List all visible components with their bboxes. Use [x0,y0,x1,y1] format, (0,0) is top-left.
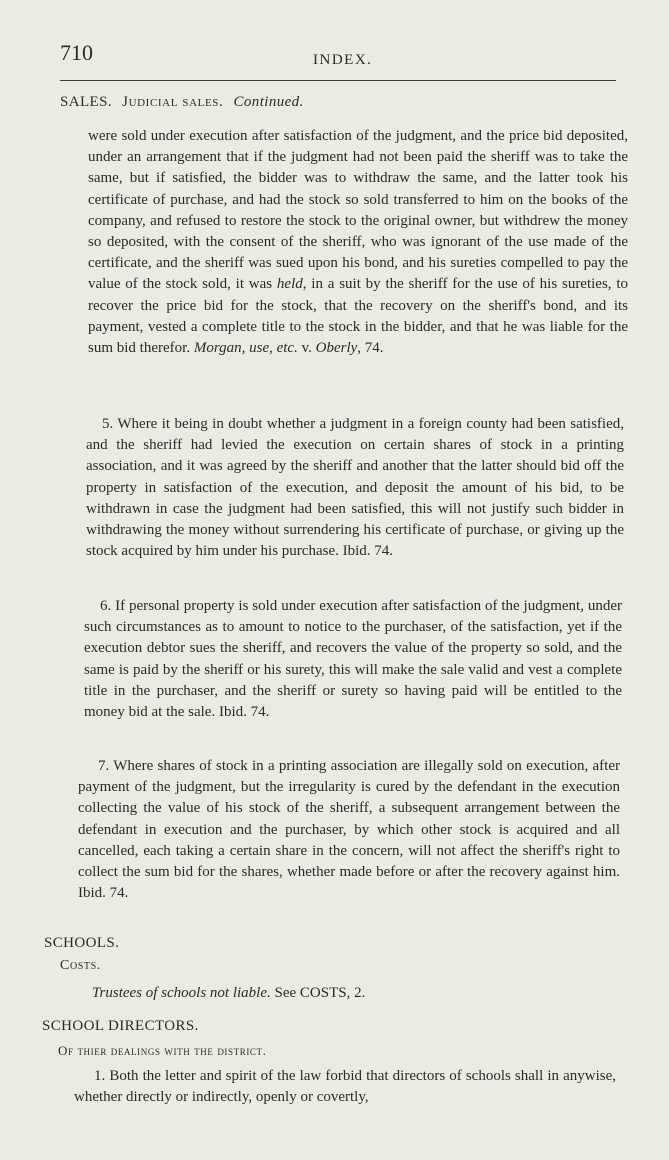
sales-continued: Continued. [233,94,304,110]
p4-v: v. [297,340,316,357]
p7-number: 7. [98,758,110,774]
p4-body: were sold under execution after satisfaction of the judgment, and the price bid deposited, under an arrangement that if the judgment had not been paid the sheriff was to take the same, but if satisfied, the bidder was to withdraw the same, and the latter took his certificate of purchase, and had the stock so sold transferred to him on the books of the company, and refused to restore the stock to the original owner, but withdrew the money so deposited, with the consent of the sheriff, who was ignorant of the use made of the certificate, and the sheriff was sued upon his bond, and his sureties compelled to pay the value of the stock sold, it was [88,128,628,293]
schools-entry [92,985,365,1002]
page-number: 710 [60,40,93,65]
paragraph-7 [78,756,620,904]
sd-p1-number: 1. [94,1068,106,1084]
p5-number: 5. [102,416,114,432]
schools-costs-sub: Costs. [60,958,101,973]
schools-entry-rest: See COSTS, 2. [270,985,366,1001]
p4-citation2: Oberly [315,340,358,357]
sd-p1-text: Both the letter and spirit of the law forbid that directors of schools shall in anywise, whether directly or indirectly, openly or covertly, [74,1068,616,1106]
sales-heading: SALES. [60,94,112,110]
p4-held: held [276,276,303,293]
paragraph-5 [86,414,624,562]
school-directors-heading: SCHOOL DIRECTORS. [42,1018,199,1034]
sales-subheading: Judicial sales. [122,94,224,110]
p4-page: , 74. [357,340,384,357]
schools-entry-italic: Trustees of schools not liable. [92,985,271,1001]
paragraph-6 [84,596,622,723]
sales-section-heading [60,94,304,111]
p4-citation: Morgan, use, etc. [193,340,298,357]
p5-text: Where it being in doubt whether a judgment in a foreign county had been satisfied, and the sheriff had levied the execution on certain shares of stock in a printing association, and it was agreed by the sheriff and another that the latter should bid off the property in satisfaction of the execution, and deposit the amount of his bid, to be withdrawn in case the judgment had been satisfied, this will not justify such bidder in withdrawing the money without surrendering his certificate of purchase, or giving up the stock acquired by him under his purchase. Ibid. 74. [86,416,624,560]
p4-body2: , in a suit by the sheriff for the use of his sureties, to recover the price bid for the stock, that the recovery on the sheriff's bond, and its payment, vested a complete title to the stock in the bidder, and that he was liable for the sum bid therefor. [88,276,629,357]
running-head: INDEX. [313,52,373,68]
school-directors-paragraph-1 [74,1066,616,1108]
p7-text: Where shares of stock in a printing association are illegally sold on execution, after payment of the judgment, but the irregularity is cured by the defendant in the execution collecting the value of his stock of the sheriff, a subsequent arrangement between the defendant in execution and the purchaser, by which other stock is acquired and all cancelled, each taking a certain share in the concern, will not affect the sheriff's right to collect the sum bid for the shares, whether made before or after the recovery against him. Ibid. 74. [78,758,620,902]
paragraph-4-continued [88,126,628,359]
header-rule [60,80,616,81]
p6-text: If personal property is sold under execution after satisfaction of the judgment, under such circumstances as to amount to notice to the purchaser, of the satisfaction, yet if the execution debtor sues the sheriff, and recovers the value of the property so sold, and the same is paid by the sheriff or his surety, this will make the sale valid and vest a complete title in the purchaser, and the sheriff or surety so having paid will be entitled to the money bid at the sale. Ibid. 74. [84,598,623,721]
p6-number: 6. [100,598,112,614]
schools-heading: SCHOOLS. [44,935,120,951]
school-directors-sub: Of thier dealings with the district. [58,1043,267,1058]
